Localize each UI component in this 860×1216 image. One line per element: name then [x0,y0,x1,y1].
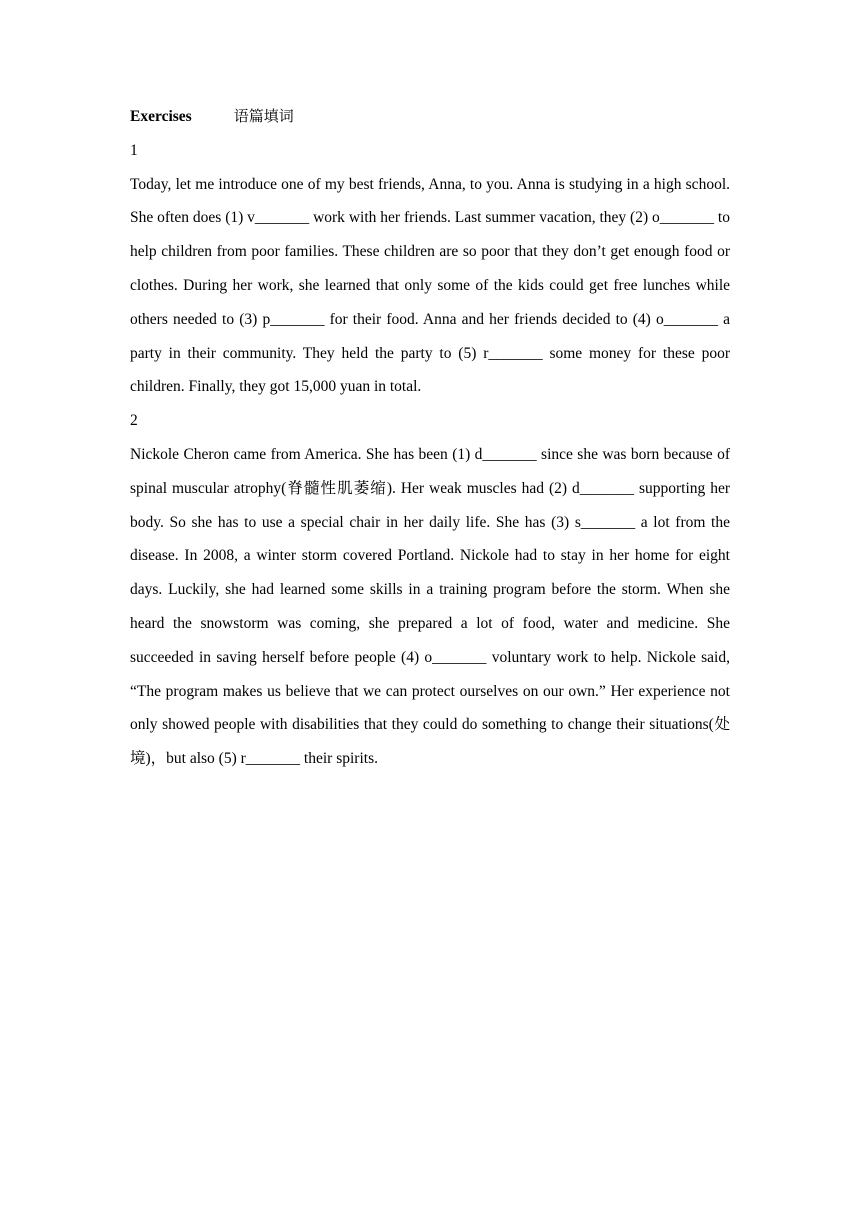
exercise-type-label: 语篇填词 [233,107,294,125]
section-number: 1 [130,141,138,159]
section-number: 2 [130,412,138,430]
document-page [130,100,730,776]
exercises-heading: Exercises [130,108,192,125]
heading-line [130,100,730,134]
passage-paragraph: Today, let me introduce one of my best friends, Anna, to you. Anna is studying in a high school. She often does (1) v_______ work with her friends. Last summer vacation, they (2) o_______ to help children from poor families. These children are so poor that they don’t get enough food or clothes. During her work, she learned that only some of the kids could get free lunches while others needed to (3) p_______ for their food. Anna and her friends decided to (4) o_______ a party in their community. They held the party to (5) r_______ some money for these poor children. Finally, they got 15,000 yuan in total. [130,175,730,396]
passage-paragraph: Nickole Cheron came from America. She has been (1) d_______ since she was born because of spinal muscular atrophy(脊髓性肌萎缩). Her weak muscles had (2) d_______ supporting her body. So she has to use a special chair in her daily life. She has (3) s_______ a lot from the disease. In 2008, a winter storm covered Portland. Nickole had to stay in her home for eight days. Luckily, she had learned some skills in a training program before the storm. When she heard the snowstorm was coming, she prepared a lot of food, water and medicine. She succeeded in saving herself before people (4) o_______ voluntary work to help. Nickole said, “The program makes us believe that we can protect ourselves on our own.” Her experience not only showed people with disabilities that they could do something to change their situations(处境)，but also (5) r_______ their spirits. [130,445,730,768]
